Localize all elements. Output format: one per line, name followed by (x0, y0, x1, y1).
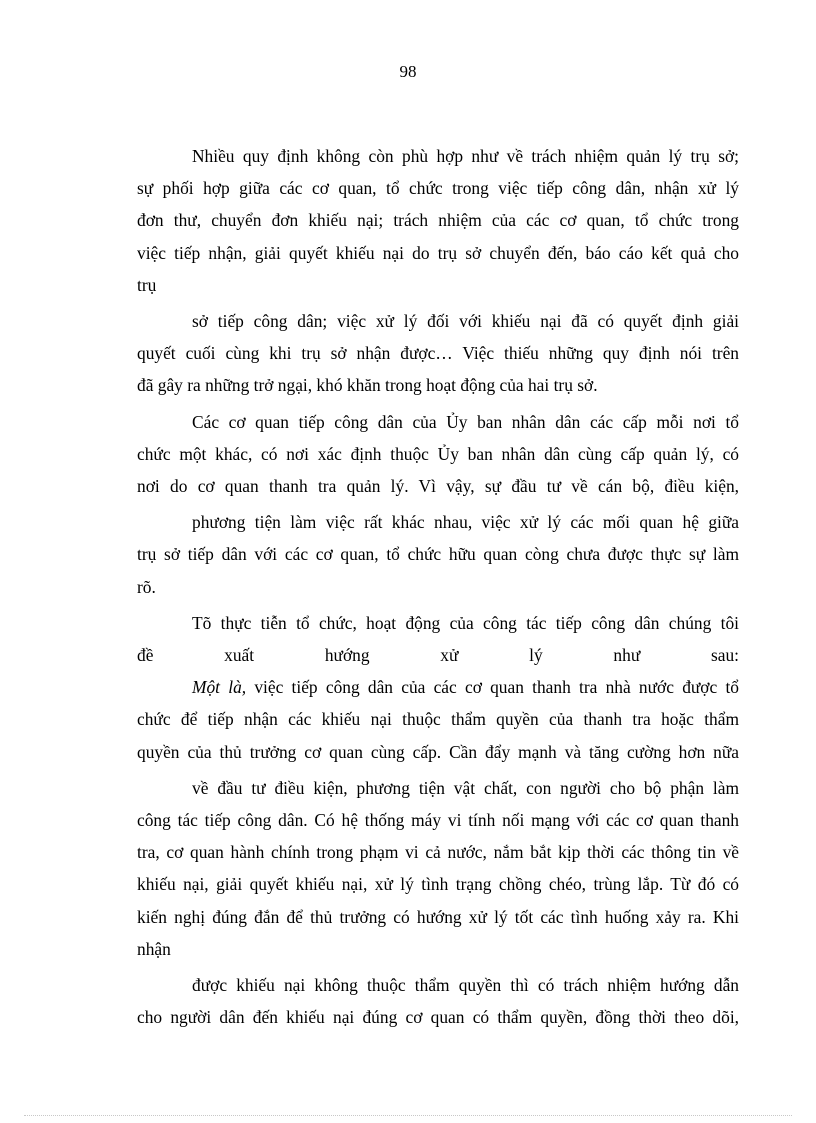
text-line: Các cơ quan tiếp công dân của Ủy ban nhân dân các cấp mỗi nơi tổ (192, 411, 739, 432)
text-line: khiếu nại, giải quyết khiếu nại, xử lý tình trạng chồng chéo, trùng lắp. Từ đó có (137, 874, 739, 895)
text-line: đã gây ra những trở ngại, khó khăn trong hoạt động của hai trụ sở. (137, 375, 598, 396)
text-line: phương tiện làm việc rất khác nhau, việc xử lý các mối quan hệ giữa (192, 512, 739, 533)
word: lý (529, 645, 543, 666)
paragraph-2 (137, 305, 739, 402)
text-line: nơi do cơ quan thanh tra quản lý. Vì vậy, sự đầu tư về cán bộ, điều kiện, (137, 476, 739, 497)
paragraph-6 (137, 671, 739, 768)
word: sau: (710, 645, 739, 666)
body-text (137, 140, 739, 1033)
text-line: về đầu tư điều kiện, phương tiện vật chất, con người cho bộ phận làm (192, 777, 739, 798)
text-line (137, 671, 739, 703)
italic-lead: Một là, (192, 677, 247, 698)
text-line: công tác tiếp công dân. Có hệ thống máy vi tính nối mạng với các cơ quan thanh (137, 810, 739, 831)
paragraph-4 (137, 506, 739, 603)
text-line: đơn thư, chuyển đơn khiếu nại; trách nhiệm của các cơ quan, tổ chức trong (137, 210, 739, 231)
text-line: cho người dân đến khiếu nại đúng cơ quan có thẩm quyền, đồng thời theo dõi, (137, 1007, 739, 1028)
paragraph-7 (137, 772, 739, 965)
paragraph-1 (137, 140, 739, 301)
text-line: quyền của thủ trưởng cơ quan cùng cấp. Cần đẩy mạnh và tăng cường hơn nữa (137, 741, 739, 762)
spread-line (137, 639, 739, 671)
text-line: sở tiếp công dân; việc xử lý đối với khiếu nại đã có quyết định giải (192, 311, 739, 332)
text-line: được khiếu nại không thuộc thẩm quyền thì có trách nhiệm hướng dẫn (192, 975, 739, 996)
text-line: tra, cơ quan hành chính trong phạm vi cả nước, nắm bắt kịp thời các thông tin về (137, 842, 739, 863)
text-line: chức để tiếp nhận các khiếu nại thuộc thẩm quyền của thanh tra hoặc thẩm (137, 709, 739, 730)
word: xuất (224, 645, 255, 666)
word: xử (440, 645, 459, 666)
text-line: sự phối hợp giữa các cơ quan, tổ chức trong việc tiếp công dân, nhận xử lý (137, 178, 739, 199)
footer-dotted-rule (24, 1115, 792, 1116)
text-line: trụ (137, 274, 157, 295)
paragraph-3 (137, 406, 739, 503)
line-rest: việc tiếp công dân của các cơ quan thanh tra nhà nước được tổ (246, 677, 739, 698)
text-line: chức một khác, có nơi xác định thuộc Ủy ban nhân dân cùng cấp quản lý, có (137, 443, 739, 464)
text-line: rõ. (137, 576, 156, 597)
text-line: nhận (137, 938, 171, 959)
word: đề (137, 645, 154, 666)
text-line: quyết cuối cùng khi trụ sở nhận được… Việc thiếu những quy định nói trên (137, 343, 739, 364)
paragraph-8 (137, 969, 739, 1033)
text-line: Tõ thực tiễn tổ chức, hoạt động của công tác tiếp công dân chúng tôi (192, 612, 739, 633)
paragraph-5 (137, 607, 739, 671)
text-line: kiến nghị đúng đắn để thủ trưởng có hướng xử lý tốt các tình huống xảy ra. Khi (137, 906, 739, 927)
word: như (613, 645, 641, 666)
text-line: trụ sở tiếp dân với các cơ quan, tổ chức hữu quan còng chưa được thực sự làm (137, 544, 739, 565)
text-line: Nhiều quy định không còn phù hợp như về trách nhiệm quản lý trụ sở; (192, 146, 739, 166)
text-line: việc tiếp nhận, giải quyết khiếu nại do trụ sở chuyển đến, báo cáo kết quả cho (137, 242, 739, 263)
page-number: 98 (399, 62, 417, 81)
word: hướng (324, 645, 370, 666)
